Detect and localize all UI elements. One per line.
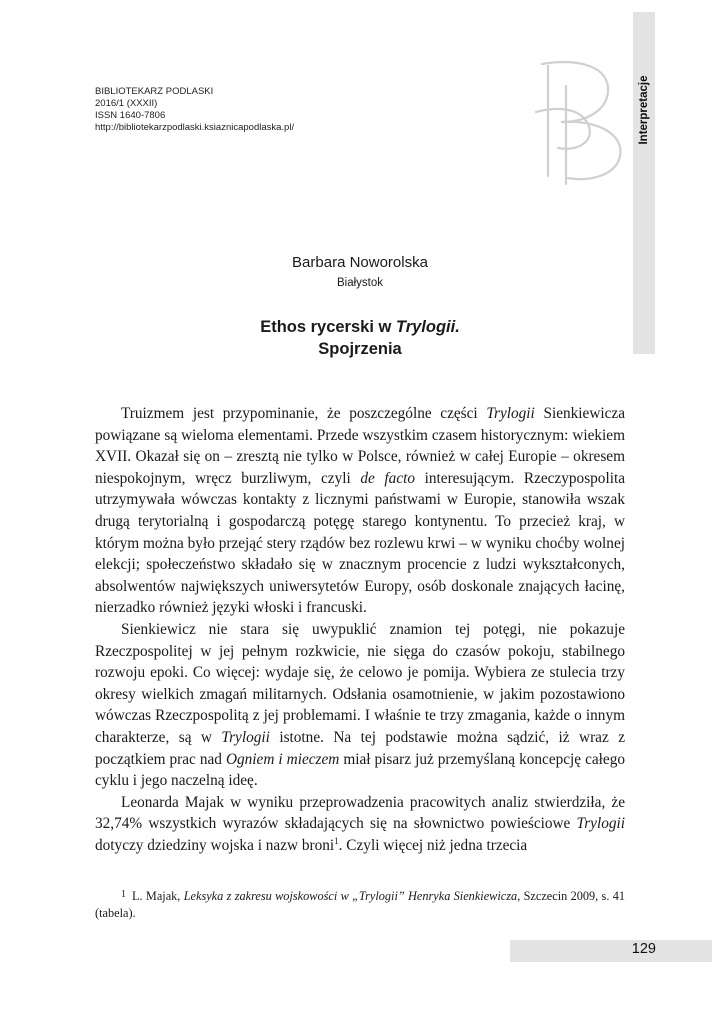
article-title	[0, 316, 712, 360]
page-number-bar	[510, 940, 712, 962]
journal-issn: ISSN 1640-7806	[95, 110, 166, 121]
journal-meta	[95, 86, 294, 134]
footnote-mark: 1	[121, 889, 126, 900]
title-line-2: Spojrzenia	[318, 340, 402, 358]
title-line-1: Ethos rycerski w Trylogii.	[260, 318, 460, 336]
paragraph-1: Truizmem jest przypominanie, że poszczególne części Trylogii Sienkiewicza powiązane są wieloma elementami. Przede wszystkim czasem historycznym: wiekiem XVII. Okazał się on – zresztą nie tylko w Polsce, również w całej Europie – okresem niespokojnym, wręcz burzliwym, czyli de facto interesującym. Rzeczypospolita utrzymywała wówczas kontakty z licznymi państwami w Europie, stanowiła wszak drugą terytorialną i gospodarczą potęgę starego kontynentu. To przecież kraj, w którym można było przejąć stery rządów bez rozlewu krwi – w wyniku choćby wolnej elekcji; społeczeństwo składało się w znacznym procencie z ludzi wykształconych, absolwentów największych uniwersytetów Europy, osób doskonale znających łacinę, nierzadko również języki włoski i francuski.	[95, 405, 625, 617]
paragraph-3: Leonarda Majak w wyniku przeprowadzenia pracowitych analiz stwierdziła, że 32,74% wszystkich wyrazów składających się na słownictwo powieściowe Trylogii dotyczy dziedziny wojska i nazw broni$^1$. Czyli więcej niż jedna trzecia	[95, 793, 625, 854]
footnote: $^1$ L. Majak, Leksyka z zakresu wojskowości w „Trylogii” Henryka Sienkiewicza, Szczecin 2009, s. 41 (tabela).	[95, 889, 625, 920]
page-number: 129	[631, 941, 656, 957]
section-tab	[633, 12, 655, 354]
section-tab-label: Interpretacje	[638, 75, 650, 145]
journal-url[interactable]: http://bibliotekarzpodlaski.ksiaznicapodlaska.pl/	[95, 122, 295, 133]
article-body	[95, 403, 625, 856]
author-location: Białystok	[336, 277, 384, 289]
author-name: Barbara Noworolska	[292, 254, 428, 271]
journal-issue: 2016/1 (XXXII)	[95, 98, 158, 109]
journal-name: BIBLIOTEKARZ PODLASKI	[95, 86, 214, 97]
footnote-ref[interactable]: 1	[334, 835, 339, 846]
paragraph-2: Sienkiewicz nie stara się uwypuklić znamion tej potęgi, nie pokazuje Rzeczpospolitej w jej pełnym rozkwicie, nie sięga do czasów pokoju, stabilnego rozwoju epoki. Co więcej: wydaje się, że celowo je pomija. Wybiera ze stulecia trzy okresy wielkich zmagań militarnych. Odsłania osamotnienie, w jakim pozostawiono wówczas Rzeczpospolitą z jej problemami. I właśnie te trzy zmagania, każde o innym charakterze, są w Trylogii istotne. Na tej podstawie można sądzić, iż wraz z początkiem prac nad Ogniem i mieczem miał pisarz już przemyślaną koncepcję całego cyklu i jego naczelną ideę.	[95, 620, 626, 790]
bp-logo-icon	[518, 52, 636, 188]
